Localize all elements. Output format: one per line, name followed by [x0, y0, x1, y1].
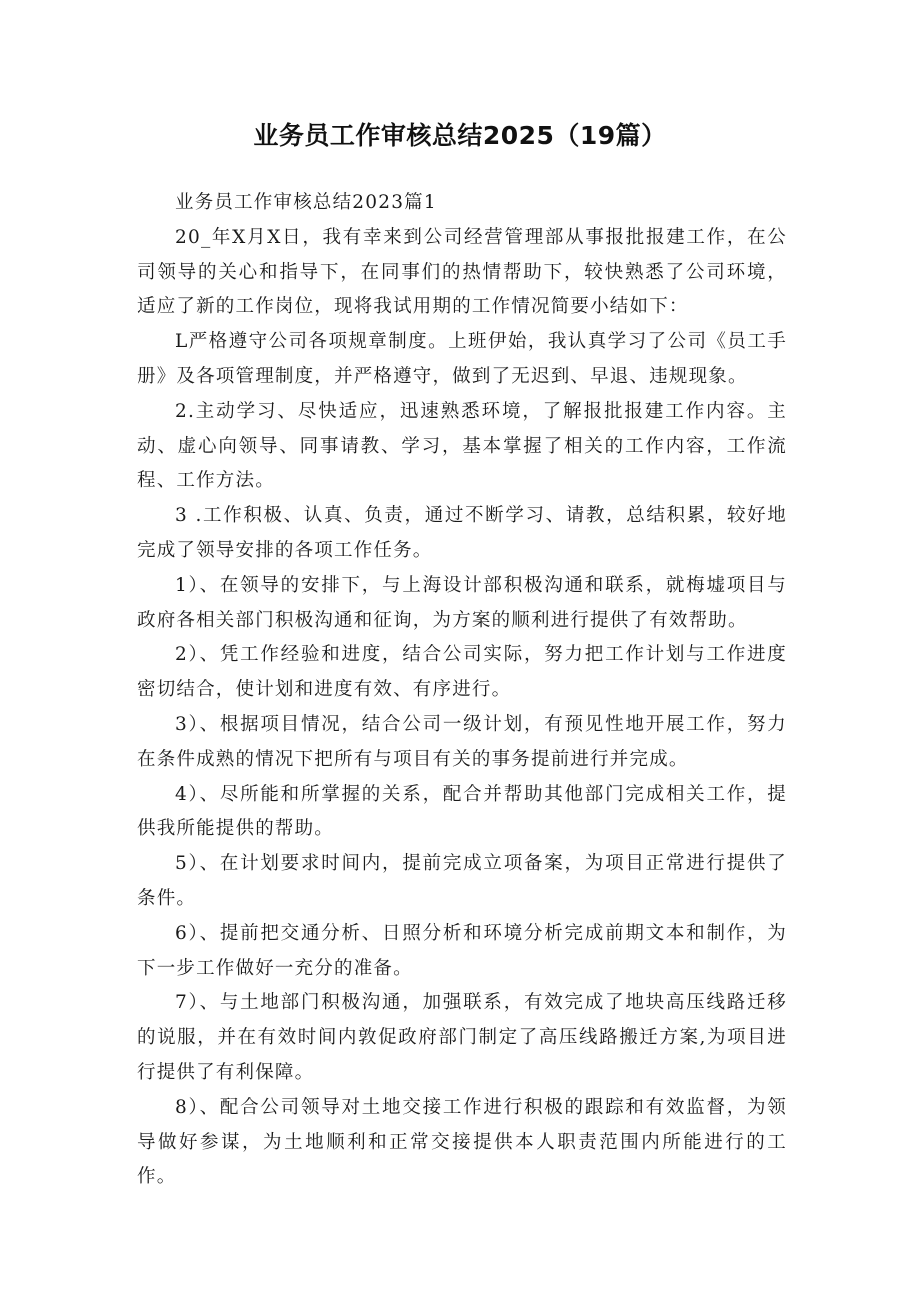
- paragraph: 6）、提前把交通分析、日照分析和环境分析完成前期文本和制作，为下一步工作做好一充分的准备。: [137, 922, 787, 979]
- section-heading: 业务员工作审核总结2023篇1: [175, 192, 437, 213]
- paragraph: 4）、尽所能和所掌握的关系，配合并帮助其他部门完成相关工作，提供我所能提供的帮助。: [137, 783, 787, 840]
- paragraph: 1）、在领导的安排下，与上海设计部积极沟通和联系，就梅墟项目与政府各相关部门积极沟通和征询，为方案的顺利进行提供了有效帮助。: [137, 574, 787, 631]
- document-title: 业务员工作审核总结2025（19篇）: [253, 121, 667, 150]
- paragraph: L严格遵守公司各项规章制度。上班伊始，我认真学习了公司《员工手册》及各项管理制度，并严格遵守，做到了无迟到、早退、违规现象。: [137, 331, 787, 387]
- paragraph: 20_年X月X日，我有幸来到公司经营管理部从事报批报建工作，在公司领导的关心和指导下，在同事们的热情帮助下，较快熟悉了公司环境，适应了新的工作岗位，现将我试用期的工作情况简要小结如下：: [137, 226, 787, 318]
- paragraph: 8）、配合公司领导对土地交接工作进行积极的跟踪和有效监督，为领导做好参谋，为土地顺利和正常交接提供本人职责范围内所能进行的工作。: [137, 1096, 787, 1188]
- document-body: [137, 186, 787, 1195]
- paragraph: 2）、凭工作经验和进度，结合公司实际，努力把工作计划与工作进度密切结合，使计划和进度有效、有序进行。: [137, 644, 787, 701]
- paragraph: 2.主动学习、尽快适应，迅速熟悉环境，了解报批报建工作内容。主动、虚心向领导、同事请教、学习，基本掌握了相关的工作内容，工作流程、工作方法。: [137, 400, 787, 492]
- paragraph: 5）、在计划要求时间内，提前完成立项备案，为项目正常进行提供了条件。: [137, 853, 787, 909]
- paragraph: 7）、与土地部门积极沟通，加强联系，有效完成了地块高压线路迁移的说服，并在有效时间内敦促政府部门制定了高压线路搬迁方案,为项目进行提供了有利保障。: [137, 992, 787, 1083]
- paragraph: 3）、根据项目情况，结合公司一级计划，有预见性地开展工作，努力在条件成熟的情况下把所有与项目有关的事务提前进行并完成。: [137, 713, 787, 770]
- paragraph: 3 .工作积极、认真、负责，通过不断学习、请教，总结积累，较好地完成了领导安排的各项工作任务。: [137, 505, 787, 561]
